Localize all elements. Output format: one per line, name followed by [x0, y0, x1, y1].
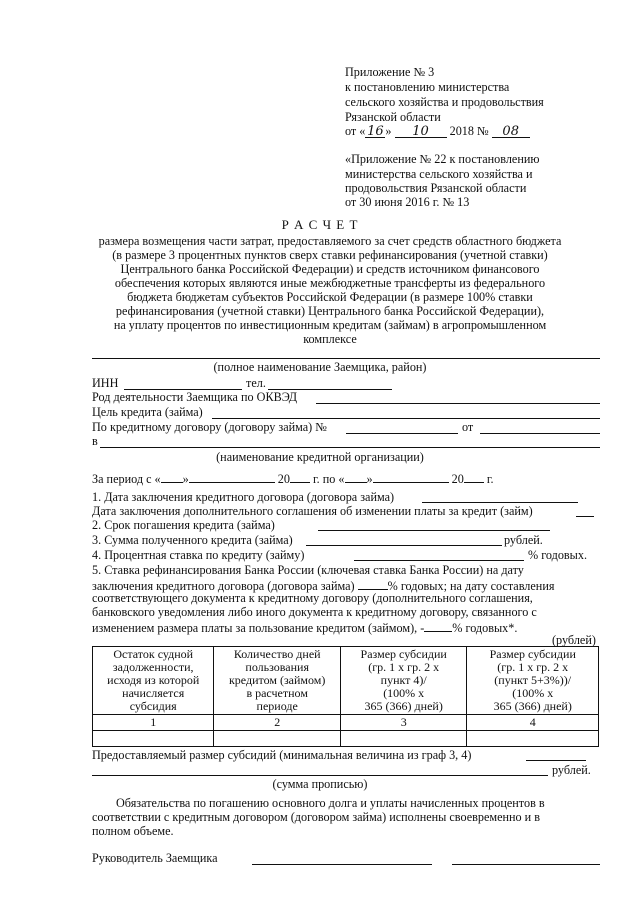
header-text: периоде	[256, 699, 298, 713]
period-from-year	[290, 470, 310, 483]
item-5-line-5b: % годовых*.	[452, 621, 518, 635]
item-5-rate2-line	[424, 619, 452, 632]
column-number: 1	[93, 715, 214, 731]
borrower-name-line	[92, 358, 600, 359]
provided-subsidy: Предоставляемый размер субсидий (минимальная величина из граф 3, 4)	[92, 748, 472, 762]
column-number: 3	[340, 715, 467, 731]
item-1-line	[422, 502, 578, 503]
contract-from-label: от	[462, 420, 474, 434]
date-day: 16	[367, 124, 384, 139]
item-5-line-2b: % годовых; на дату составления	[387, 579, 555, 593]
appendix-date	[345, 124, 530, 138]
period-from-month	[189, 470, 275, 483]
bank-caption: (наименование кредитной организации)	[216, 450, 424, 464]
appendix-line-2: к постановлению министерства	[345, 80, 510, 94]
header-text: Остаток судной	[113, 647, 194, 661]
item-1b: Дата заключения дополнительного соглашения об изменении платы за кредит (займ)	[92, 504, 533, 518]
header-text: (гр. 1 х гр. 2 х	[497, 660, 569, 674]
header-text: 365 (366) дней)	[493, 699, 572, 713]
period-close-1: »	[182, 472, 189, 486]
item-5-line-1: 5. Ставка рефинансирования Банка России (ключевая ставка Банка России) на дату	[92, 563, 524, 577]
name-line	[452, 864, 600, 865]
prior-appendix-line-2: министерства сельского хозяйства и	[345, 167, 533, 181]
bank-name-line	[100, 447, 600, 448]
header-text: (пункт 5+3%))/	[494, 673, 572, 687]
date-sep: »	[385, 124, 392, 138]
borrower-caption: (полное наименование Заемщика, район)	[213, 360, 427, 374]
purpose-line	[212, 418, 600, 419]
header-text: Количество дней	[233, 647, 321, 661]
head-label: Руководитель Заемщика	[92, 851, 218, 865]
subsidy-table	[92, 646, 599, 747]
subtitle-line-6: рефинансирования (учетной ставки) Центрального банка Российской Федерации),	[115, 304, 545, 318]
header-text: (100% х	[383, 686, 425, 700]
document-title: Р А С Ч Е Т	[281, 217, 359, 232]
prior-appendix-line-4: от 30 июня 2016 г. № 13	[345, 195, 470, 209]
subtitle-line-3: Центрального банка Российской Федерации) и средств источником финансового	[120, 262, 540, 276]
item-5-line-5	[92, 619, 517, 635]
period-g: г.	[486, 472, 494, 486]
okved-line	[316, 403, 600, 404]
header-text: начисляется	[122, 686, 185, 700]
purpose-label: Цель кредита (займа)	[92, 405, 203, 419]
item-3-unit: рублей.	[504, 533, 543, 547]
date-month: 10	[395, 125, 447, 138]
header-text: пункт 4)/	[380, 673, 427, 687]
table-header-row	[93, 647, 599, 715]
provided-line-short	[526, 760, 586, 761]
appendix-line-1: Приложение № 3	[345, 65, 435, 79]
period-close-2: »	[366, 472, 373, 486]
obligations-line-2: соответствии с кредитным договором (договором займа) исполнены своевременно и в	[92, 810, 541, 824]
header-text: 365 (366) дней)	[364, 699, 443, 713]
item-4-line	[354, 560, 524, 561]
subtitle-line-7: на уплату процентов по инвестиционным кредитам (займам) в агропромышленном	[113, 318, 547, 332]
table-cell	[93, 731, 214, 747]
header-text: кредитом (займом)	[228, 673, 326, 687]
item-3: 3. Сумма полученного кредита (займа)	[92, 533, 293, 547]
sum-caption: (сумма прописью)	[272, 777, 368, 791]
column-number: 4	[467, 715, 599, 731]
column-number: 2	[214, 715, 341, 731]
period-year-b: 20	[451, 472, 464, 486]
appendix-line-3: сельского хозяйства и продовольствия	[345, 95, 544, 109]
subtitle-line-2: (в размере 3 процентных пунктов сверх ставки рефинансирования (учетной ставки)	[112, 248, 548, 262]
date-year: 2018 №	[449, 124, 489, 138]
item-5-rate-line	[358, 577, 388, 590]
header-text: (гр. 1 х гр. 2 х	[368, 660, 440, 674]
header-cell-subsidy-2	[467, 647, 599, 715]
okved-label: Род деятельности Заемщика по ОКВЭД	[92, 390, 298, 404]
subtitle-line-4: обеспечения которых являются иные межбюджетные трансферты из федерального	[114, 276, 546, 290]
bank-in-label: в	[92, 434, 98, 448]
prior-appendix-line-3: продовольствия Рязанской области	[345, 181, 527, 195]
item-4-unit: % годовых.	[528, 548, 588, 562]
header-cell-subsidy-1	[340, 647, 467, 715]
header-text: пользования	[245, 660, 309, 674]
period-mid: г. по «	[313, 472, 345, 486]
signature-line	[252, 864, 432, 865]
table-data-row	[93, 731, 599, 747]
item-2: 2. Срок погашения кредита (займа)	[92, 518, 275, 532]
item-4: 4. Процентная ставка по кредиту (займу)	[92, 548, 305, 562]
period-to-month	[373, 470, 449, 483]
table-unit: (рублей)	[552, 633, 596, 647]
subtitle-line-1: размера возмещения части затрат, предоставляемого за счет средств областного бюджета	[98, 234, 562, 248]
header-text: (100% х	[512, 686, 554, 700]
contract-label: По кредитному договору (договору займа) №	[92, 420, 327, 434]
item-5-line-3: соответствующего документа к кредитному договору (дополнительного соглашения,	[92, 591, 533, 605]
period-label: За период с «	[92, 472, 161, 486]
inn-label: ИНН	[92, 376, 119, 390]
subtitle-line-8: комплексе	[303, 332, 357, 346]
obligations-line-3: полном объеме.	[92, 824, 174, 838]
table-number-row	[93, 715, 599, 731]
header-text: Размер субсидии	[489, 647, 576, 661]
table-cell	[214, 731, 341, 747]
header-text: в расчетном	[246, 686, 308, 700]
period-year-a: 20	[277, 472, 290, 486]
item-5-line-2a: заключения кредитного договора (договора займа)	[92, 579, 355, 593]
item-3-line	[306, 545, 502, 546]
header-text: задолженности,	[112, 660, 194, 674]
appendix-line-4: Рязанской области	[345, 110, 441, 124]
item-2-line	[318, 530, 550, 531]
period-from-day	[161, 470, 183, 483]
contract-number-line	[346, 433, 458, 434]
table-cell	[467, 731, 599, 747]
table-cell	[340, 731, 467, 747]
item-5-line-5a: изменением размера платы за пользование кредитом (займом), -	[92, 621, 425, 635]
obligations-line-1: Обязательства по погашению основного долга и уплаты начисленных процентов в	[116, 796, 545, 810]
provided-sum-line	[92, 775, 548, 776]
header-text: Размер субсидии	[360, 647, 447, 661]
header-cell-balance	[93, 647, 214, 715]
item-5-line-4: банковского уведомления либо иного документа к кредитному договору, связанного с	[92, 605, 537, 619]
period-to-day	[345, 470, 367, 483]
header-cell-days	[214, 647, 341, 715]
header-text: исходя из которой	[107, 673, 200, 687]
item-1: 1. Дата заключения кредитного договора (договора займа)	[92, 490, 395, 504]
date-number: 08	[492, 125, 530, 138]
date-prefix: от «	[345, 124, 366, 138]
header-text: субсидия	[129, 699, 177, 713]
period-row	[92, 470, 494, 486]
subtitle-line-5: бюджета бюджетам субъектов Российской Федерации (в размере 100% ставки	[127, 290, 533, 304]
tel-label: тел.	[246, 376, 266, 390]
period-to-year	[464, 470, 484, 483]
prior-appendix-line-1: «Приложение № 22 к постановлению	[345, 152, 540, 166]
item-1b-line	[576, 516, 594, 517]
rubles-label: рублей.	[552, 763, 591, 777]
contract-date-line	[480, 433, 600, 434]
